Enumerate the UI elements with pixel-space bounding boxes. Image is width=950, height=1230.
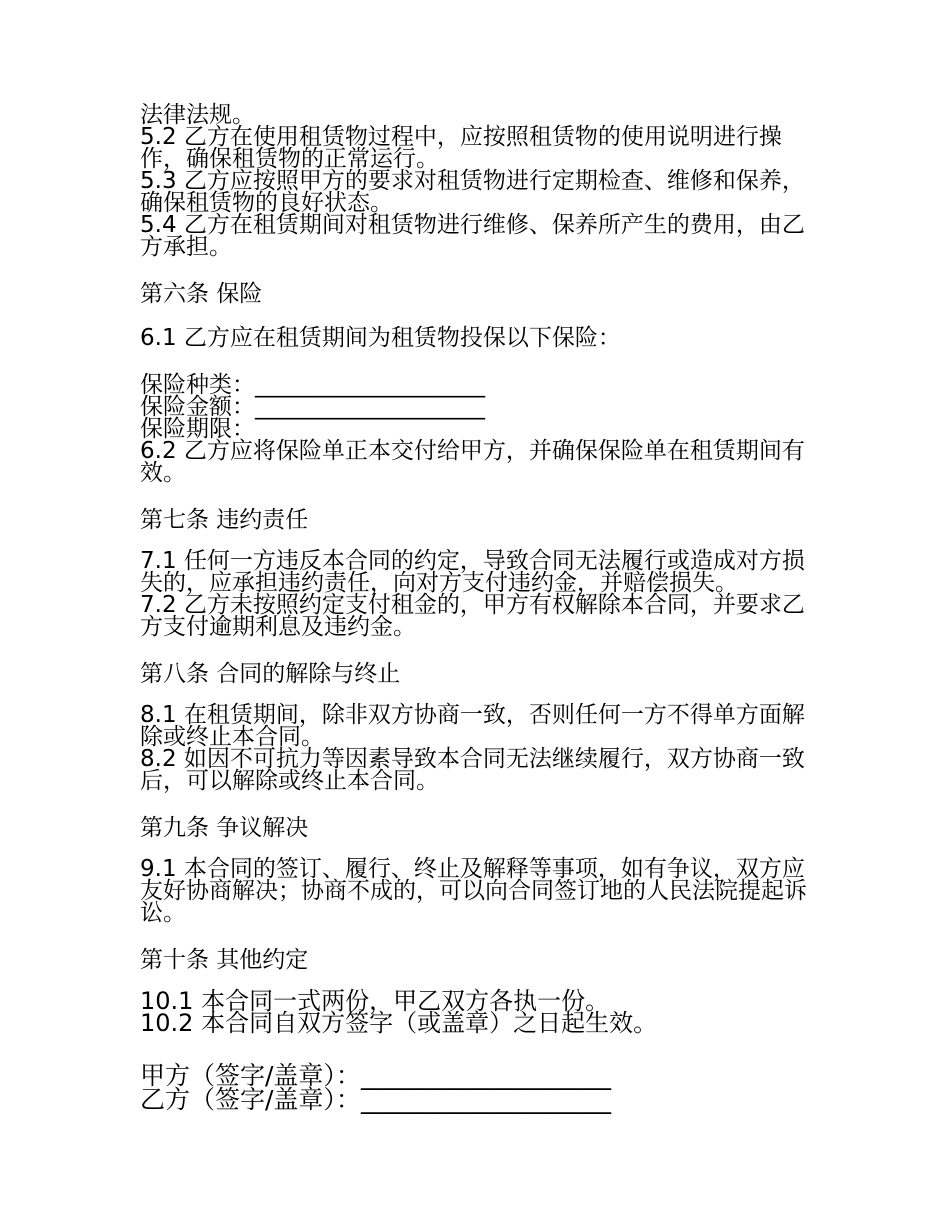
insurance-amount-label: 保险金额： [140,394,255,420]
clause-10-2: 10.2 本合同自双方签字（或盖章）之日起生效。 [140,1009,658,1037]
insurance-type-blank: ____________________ [255,372,485,398]
clause-5-3: 5.3 乙方应按照甲方的要求对租赁物进行定期检查、维修和保养，确保租赁物的良好状态。 [140,168,805,216]
clause-6-2: 6.2 乙方应将保险单正本交付给甲方，并确保保险单在租赁期间有效。 [140,438,805,486]
clause-7-2: 7.2 乙方未按照约定支付租金的，甲方有权解除本合同，并要求乙方支付逾期利息及违约金。 [140,592,805,640]
clause-8-heading: 第八条 合同的解除与终止 [140,661,401,687]
clause-5-4: 5.4 乙方在租赁期间对租赁物进行维修、保养所产生的费用，由乙方承担。 [140,212,805,260]
clause-8-1: 8.1 在租赁期间，除非双方协商一致，否则任何一方不得单方面解除或终止本合同。 [140,702,805,750]
party-b-signature [140,1085,820,1114]
insurance-type-field [140,374,820,396]
party-b-signature-blank: ____________________ [360,1085,611,1114]
clause-6-heading: 第六条 保险 [140,281,263,307]
clause-6-1: 6.1 乙方应在租赁期间为租赁物投保以下保险： [140,325,621,351]
clause-8-2: 8.2 如因不可抗力等因素导致本合同无法继续履行，双方协商一致后，可以解除或终止本合同。 [140,746,805,794]
clause-10-heading: 第十条 其他约定 [140,947,309,973]
party-b-signature-label: 乙方（签字/盖章）： [140,1085,361,1114]
insurance-period-field [140,418,820,440]
party-a-signature-label: 甲方（签字/盖章）： [140,1061,361,1090]
clause-9-1: 9.1 本合同的签订、履行、终止及解释等事项，如有争议，双方应友好协商解决；协商不成的，可以向合同签订地的人民法院提起诉讼。 [140,856,807,926]
intro-tail: 法律法规。 [140,102,255,128]
insurance-type-label: 保险种类： [140,372,255,398]
contract-body [140,104,820,1112]
insurance-amount-blank: ____________________ [255,394,485,420]
clause-9-heading: 第九条 争议解决 [140,815,309,841]
clause-5-2: 5.2 乙方在使用租赁物过程中，应按照租赁物的使用说明进行操作，确保租赁物的正常运行。 [140,124,782,172]
clause-7-1: 7.1 任何一方违反本合同的约定，导致合同无法履行或造成对方损失的，应承担违约责任，向对方支付违约金，并赔偿损失。 [140,548,805,596]
clause-10-1: 10.1 本合同一式两份，甲乙双方各执一份。 [140,987,610,1015]
clause-7-heading: 第七条 违约责任 [140,507,309,533]
insurance-amount-field [140,396,820,418]
insurance-period-label: 保险期限： [140,416,255,442]
party-a-signature-blank: ____________________ [360,1061,611,1090]
